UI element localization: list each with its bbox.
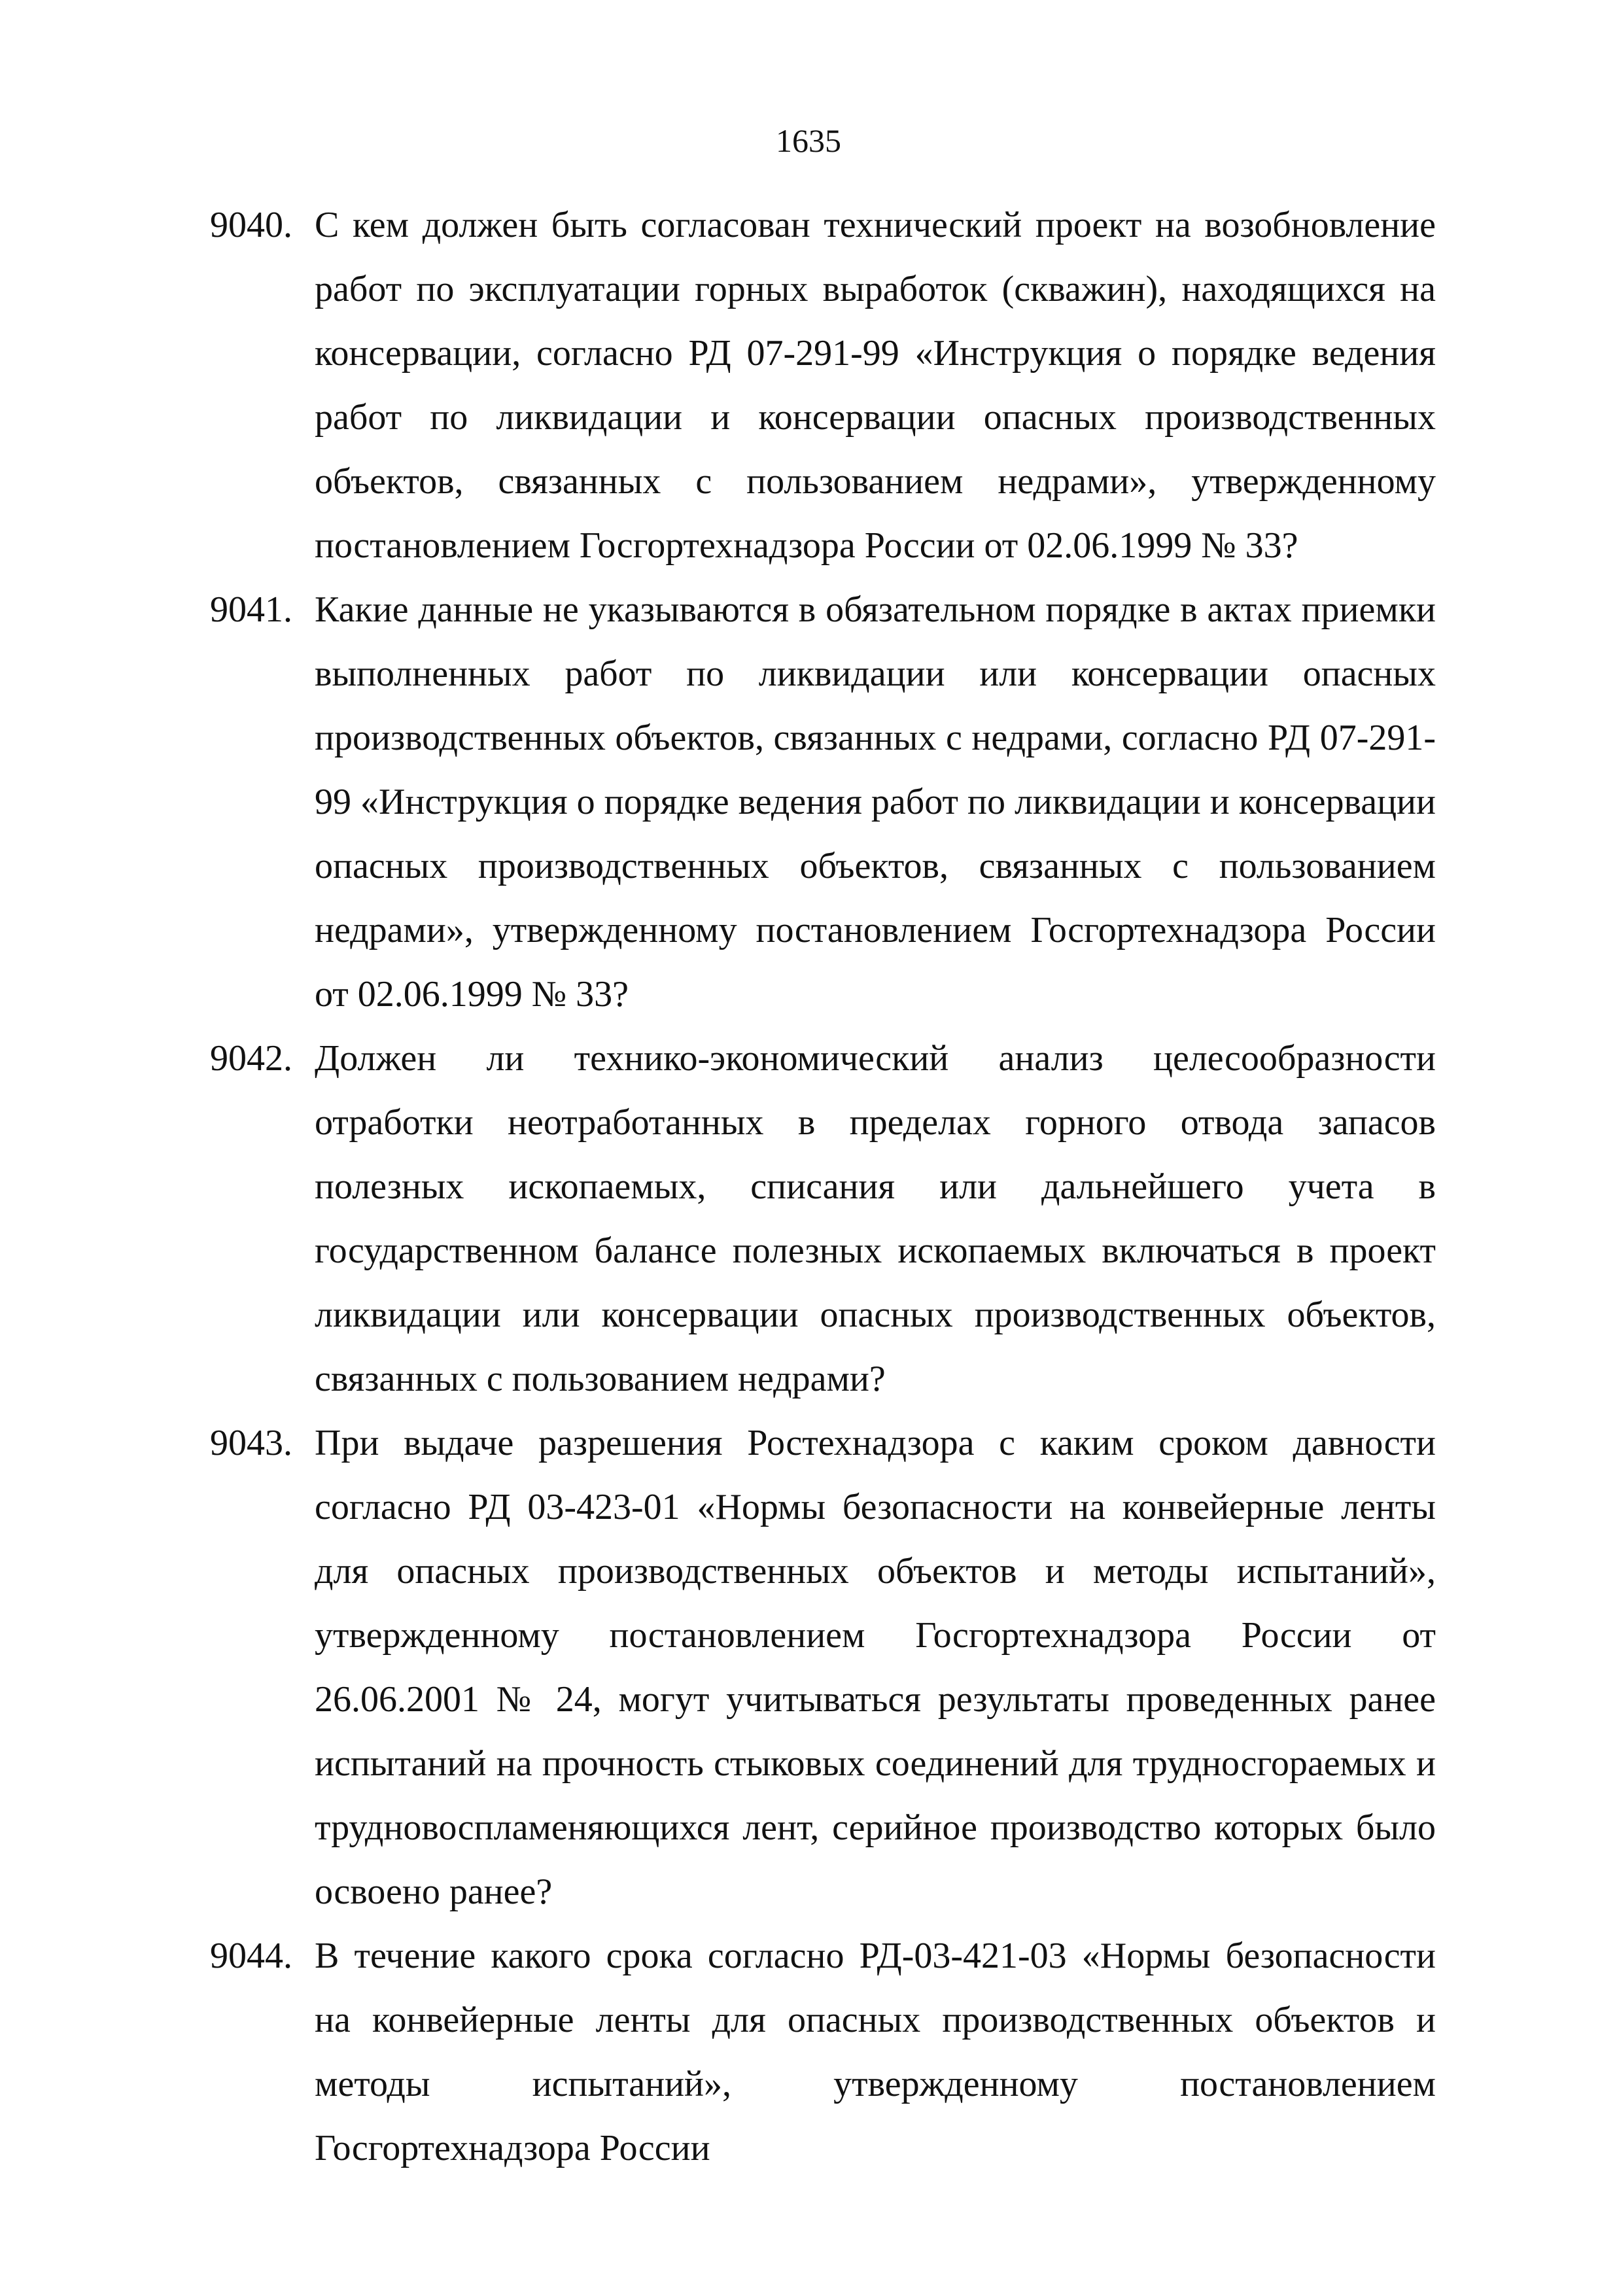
question-text: Какие данные не указываются в обязательном порядке в актах приемки выполненных работ по ликвидации или консервации опасных производственных объектов, связанных с недрами, согласно РД 07-291-99 «Инструкция о порядке ведения работ по ликвидации и консервации опасных производственных объектов, связанных с пользованием недрами», утвержденному постановлением Госгортехнадзора России от 02.06.1999 № 33?	[315, 589, 1436, 1015]
question-number: 9042.	[210, 1038, 292, 1079]
question-item	[210, 1924, 1436, 2180]
page-number: 1635	[776, 122, 841, 159]
question-number: 9041.	[210, 589, 292, 630]
question-number: 9040.	[210, 205, 292, 245]
question-item	[210, 193, 1436, 578]
question-text: При выдаче разрешения Ростехнадзора с каким сроком давности согласно РД 03-423-01 «Нормы безопасности на конвейерные ленты для опасных производственных объектов и методы испытаний», утвержденному постановлением Госгортехнадзора России от 26.06.2001 № 24, могут учитываться результаты проведенных ранее испытаний на прочность стыковых соединений для трудносгораемых и трудновоспламеняющихся лент, серийное производство которых было освоено ранее?	[315, 1423, 1436, 1912]
question-number: 9044.	[210, 1936, 292, 1976]
question-item	[210, 1411, 1436, 1924]
question-item	[210, 578, 1436, 1026]
question-text: Должен ли технико-экономический анализ целесообразности отработки неотработанных в пределах горного отвода запасов полезных ископаемых, списания или дальнейшего учета в государственном балансе полезных ископаемых включаться в проект ликвидации или консервации опасных производственных объектов, связанных с пользованием недрами?	[315, 1038, 1436, 1399]
question-list	[210, 193, 1436, 2180]
question-text: В течение какого срока согласно РД-03-421-03 «Нормы безопасности на конвейерные ленты для опасных производственных объектов и методы испытаний», утвержденному постановлением Госгортехнадзора России	[315, 1936, 1436, 2168]
question-number: 9043.	[210, 1423, 292, 1463]
question-item	[210, 1026, 1436, 1411]
question-text: С кем должен быть согласован технический проект на возобновление работ по эксплуатации горных выработок (скважин), находящихся на консервации, согласно РД 07-291-99 «Инструкция о порядке ведения работ по ликвидации и консервации опасных производственных объектов, связанных с пользованием недрами», утвержденному постановлением Госгортехнадзора России от 02.06.1999 № 33?	[315, 205, 1436, 566]
